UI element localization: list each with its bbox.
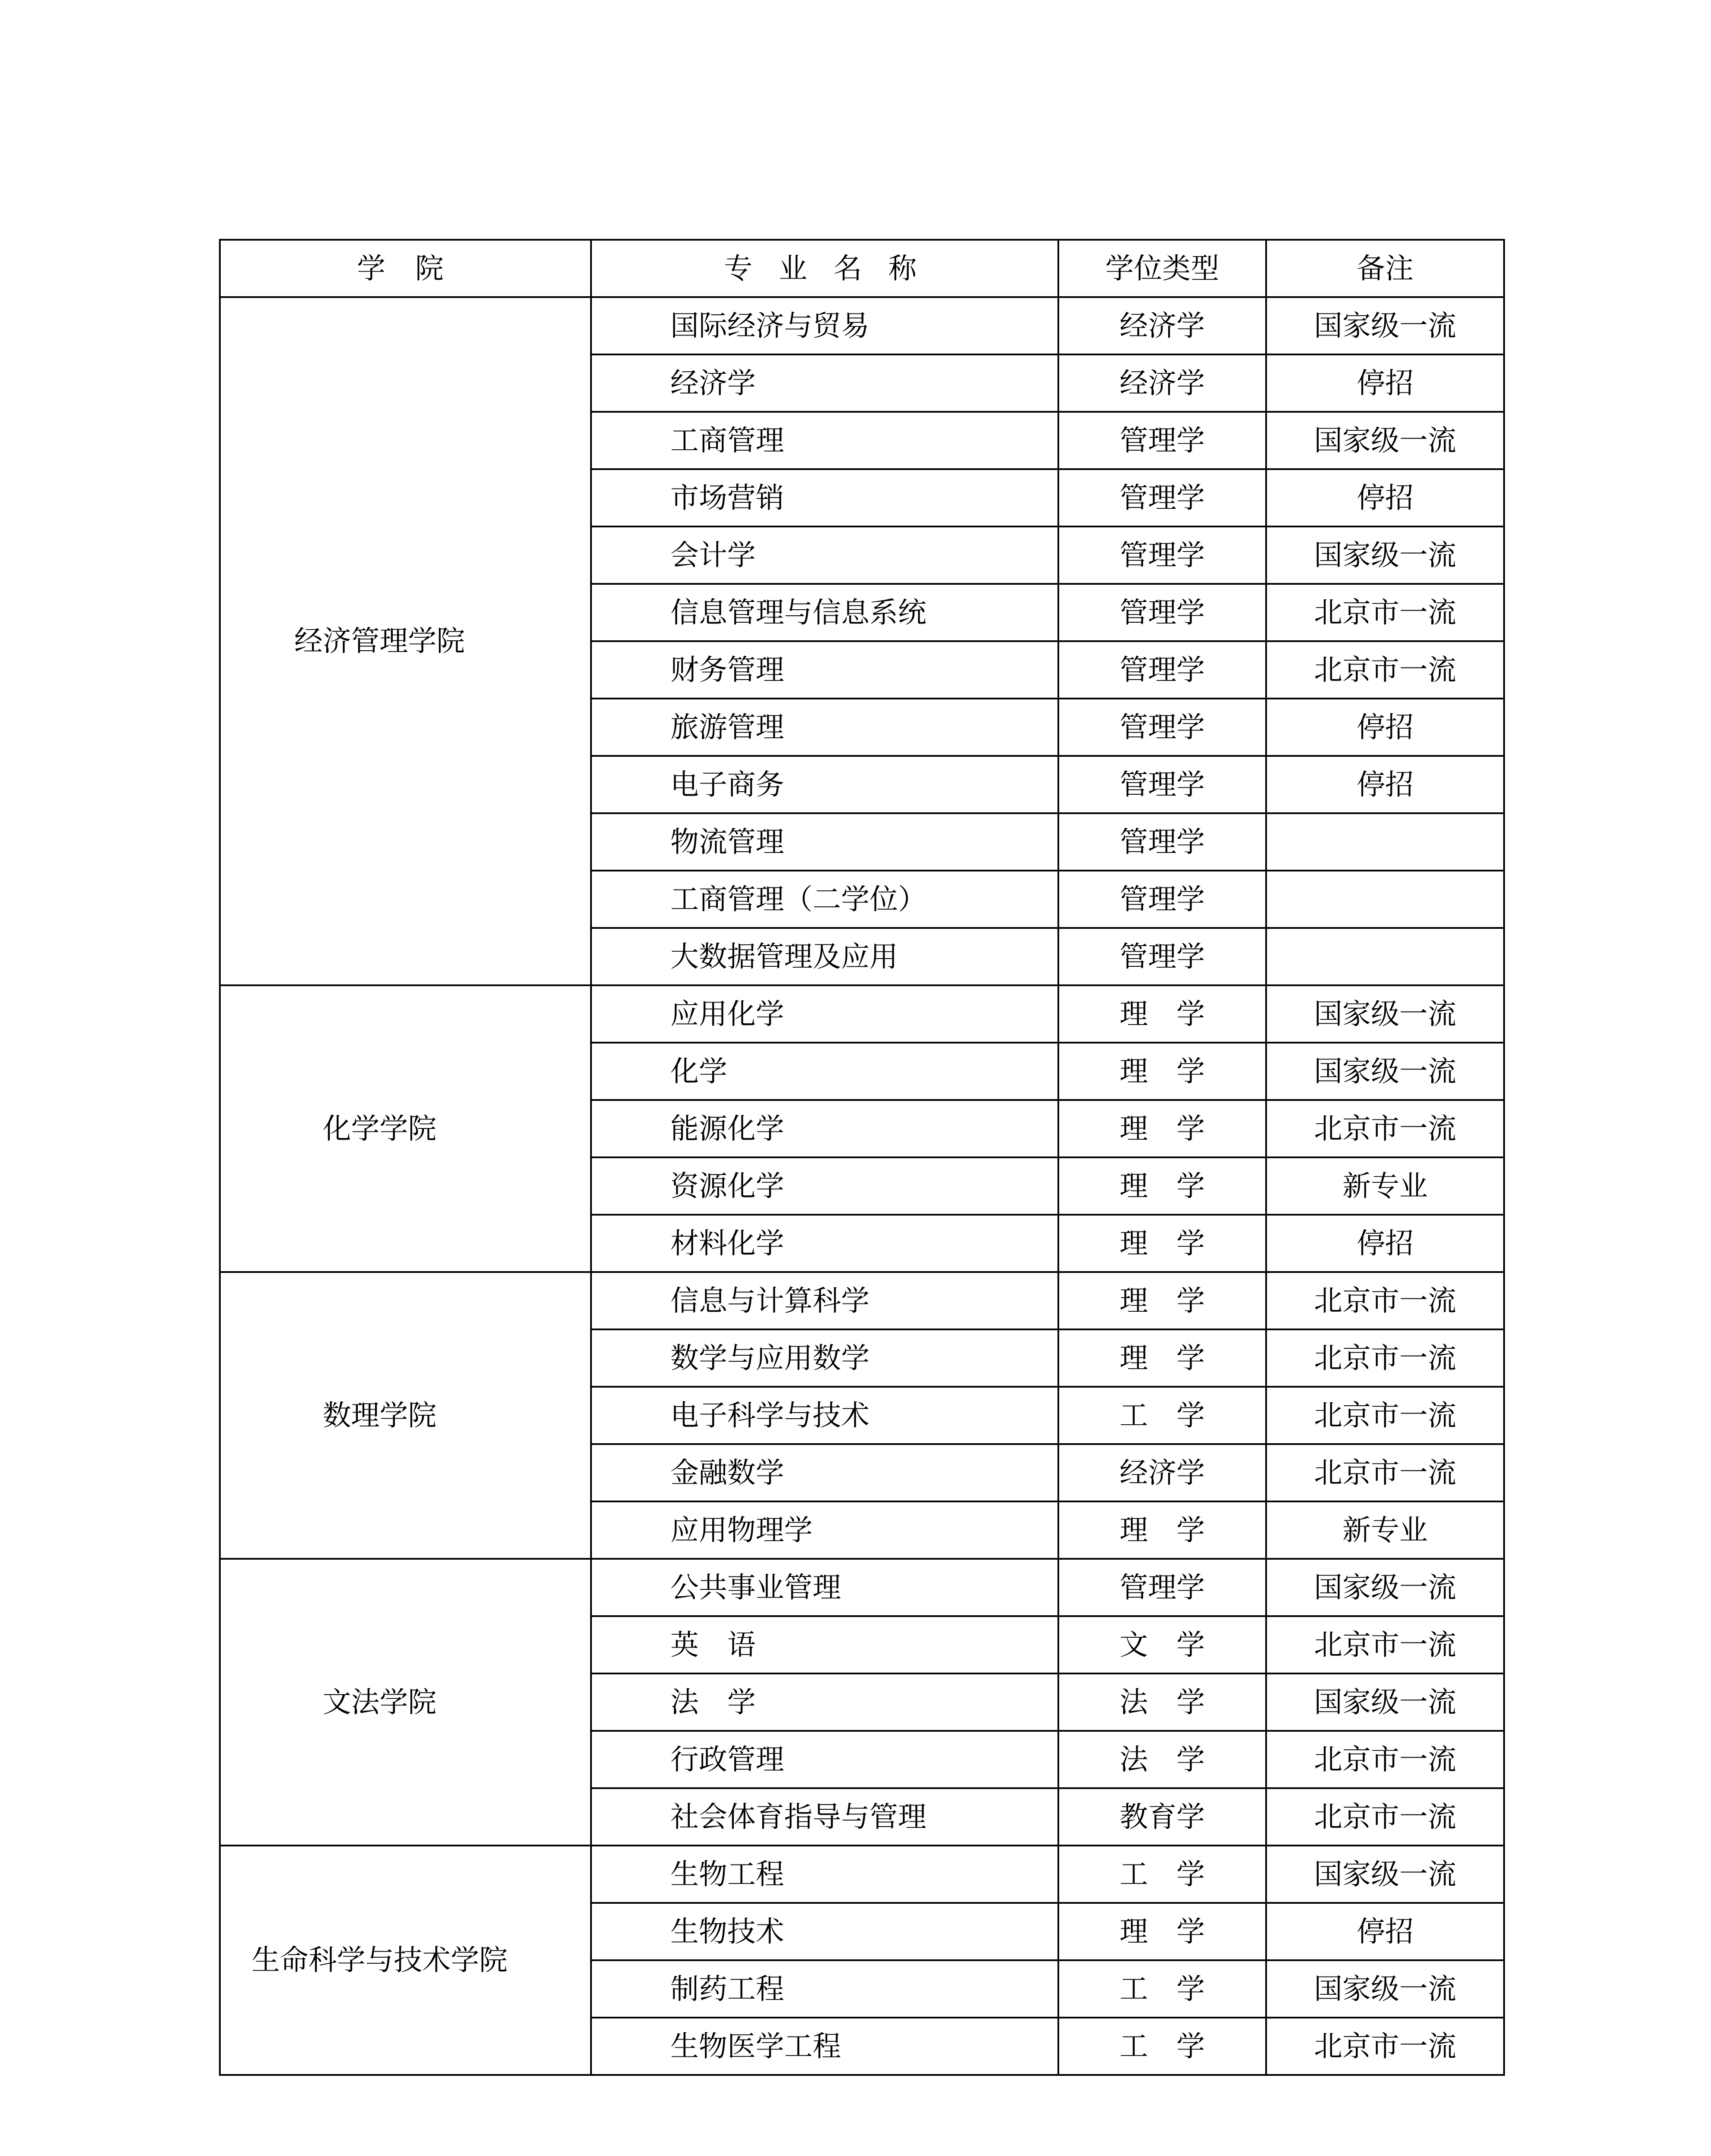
note-cell: 北京市一流 [1266,641,1504,699]
degree-cell: 理 学 [1058,1903,1266,1960]
note-cell: 国家级一流 [1266,1043,1504,1100]
degree-cell: 理 学 [1058,1272,1266,1329]
college-cell: 生命科学与技术学院 [220,1846,591,2075]
note-cell: 北京市一流 [1266,584,1504,641]
major-cell: 应用化学 [591,985,1058,1043]
major-cell: 电子科学与技术 [591,1387,1058,1444]
note-cell: 国家级一流 [1266,1673,1504,1731]
table-row [220,297,1504,354]
note-cell: 国家级一流 [1266,985,1504,1043]
note-cell: 北京市一流 [1266,1616,1504,1673]
table-row [220,1846,1504,1903]
note-cell: 停招 [1266,699,1504,756]
note-cell: 国家级一流 [1266,1846,1504,1903]
major-cell: 国际经济与贸易 [591,297,1058,354]
note-cell: 停招 [1266,354,1504,412]
note-cell: 国家级一流 [1266,1960,1504,2018]
degree-cell: 理 学 [1058,1329,1266,1387]
major-cell: 财务管理 [591,641,1058,699]
major-cell: 工商管理（二学位） [591,871,1058,928]
degree-cell: 法 学 [1058,1731,1266,1788]
degree-cell: 工 学 [1058,1960,1266,2018]
degree-cell: 理 学 [1058,985,1266,1043]
degree-cell: 管理学 [1058,584,1266,641]
major-cell: 生物技术 [591,1903,1058,1960]
degree-cell: 管理学 [1058,928,1266,985]
note-cell: 北京市一流 [1266,1387,1504,1444]
major-cell: 金融数学 [591,1444,1058,1501]
note-cell: 北京市一流 [1266,1329,1504,1387]
degree-cell: 理 学 [1058,1100,1266,1157]
note-cell: 北京市一流 [1266,1272,1504,1329]
major-cell: 法 学 [591,1673,1058,1731]
major-cell: 能源化学 [591,1100,1058,1157]
major-cell: 公共事业管理 [591,1559,1058,1616]
degree-cell: 法 学 [1058,1673,1266,1731]
college-cell: 文法学院 [220,1559,591,1846]
degree-cell: 管理学 [1058,1559,1266,1616]
degree-cell: 经济学 [1058,1444,1266,1501]
major-cell: 市场营销 [591,469,1058,526]
note-cell: 北京市一流 [1266,1731,1504,1788]
major-cell: 行政管理 [591,1731,1058,1788]
degree-cell: 管理学 [1058,699,1266,756]
major-cell: 信息管理与信息系统 [591,584,1058,641]
header-college: 学 院 [220,240,591,297]
table-row [220,1559,1504,1616]
degree-cell: 文 学 [1058,1616,1266,1673]
note-cell: 停招 [1266,1903,1504,1960]
note-cell: 北京市一流 [1266,2018,1504,2075]
major-cell: 社会体育指导与管理 [591,1788,1058,1846]
major-cell: 大数据管理及应用 [591,928,1058,985]
note-cell: 停招 [1266,469,1504,526]
major-cell: 生物医学工程 [591,2018,1058,2075]
note-cell [1266,813,1504,871]
major-cell: 英 语 [591,1616,1058,1673]
degree-cell: 教育学 [1058,1788,1266,1846]
header-major: 专 业 名 称 [591,240,1058,297]
degree-cell: 管理学 [1058,641,1266,699]
note-cell: 北京市一流 [1266,1788,1504,1846]
note-cell [1266,871,1504,928]
degree-cell: 管理学 [1058,756,1266,813]
majors-table [219,239,1505,2076]
degree-cell: 管理学 [1058,412,1266,469]
note-cell: 国家级一流 [1266,1559,1504,1616]
note-cell: 国家级一流 [1266,297,1504,354]
note-cell: 新专业 [1266,1157,1504,1215]
degree-cell: 理 学 [1058,1501,1266,1559]
degree-cell: 理 学 [1058,1157,1266,1215]
degree-cell: 管理学 [1058,469,1266,526]
major-cell: 工商管理 [591,412,1058,469]
degree-cell: 管理学 [1058,813,1266,871]
degree-cell: 管理学 [1058,526,1266,584]
header-row [220,240,1504,297]
major-cell: 资源化学 [591,1157,1058,1215]
note-cell [1266,928,1504,985]
degree-cell: 经济学 [1058,354,1266,412]
header-degree: 学位类型 [1058,240,1266,297]
note-cell: 停招 [1266,756,1504,813]
major-cell: 应用物理学 [591,1501,1058,1559]
note-cell: 国家级一流 [1266,412,1504,469]
major-cell: 材料化学 [591,1215,1058,1272]
note-cell: 停招 [1266,1215,1504,1272]
college-cell: 数理学院 [220,1272,591,1559]
major-cell: 化学 [591,1043,1058,1100]
note-cell: 北京市一流 [1266,1100,1504,1157]
note-cell: 国家级一流 [1266,526,1504,584]
degree-cell: 工 学 [1058,1846,1266,1903]
college-cell: 经济管理学院 [220,297,591,985]
table-row [220,1272,1504,1329]
major-cell: 生物工程 [591,1846,1058,1903]
major-cell: 会计学 [591,526,1058,584]
degree-cell: 工 学 [1058,2018,1266,2075]
major-cell: 信息与计算科学 [591,1272,1058,1329]
major-cell: 数学与应用数学 [591,1329,1058,1387]
major-cell: 制药工程 [591,1960,1058,2018]
major-cell: 旅游管理 [591,699,1058,756]
header-note: 备注 [1266,240,1504,297]
degree-cell: 理 学 [1058,1043,1266,1100]
major-cell: 物流管理 [591,813,1058,871]
degree-cell: 理 学 [1058,1215,1266,1272]
degree-cell: 工 学 [1058,1387,1266,1444]
note-cell: 北京市一流 [1266,1444,1504,1501]
major-cell: 经济学 [591,354,1058,412]
college-cell: 化学学院 [220,985,591,1272]
note-cell: 新专业 [1266,1501,1504,1559]
degree-cell: 管理学 [1058,871,1266,928]
table-row [220,985,1504,1043]
major-cell: 电子商务 [591,756,1058,813]
table-body [220,297,1504,2075]
degree-cell: 经济学 [1058,297,1266,354]
